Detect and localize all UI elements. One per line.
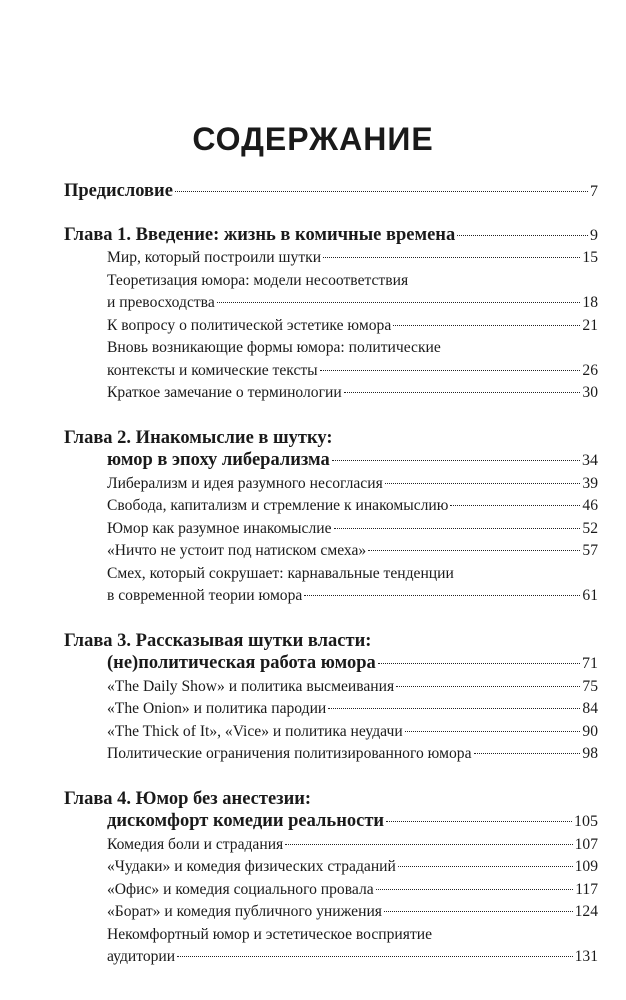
toc-page-number: 18 xyxy=(582,294,598,311)
toc-page-number: 61 xyxy=(582,587,598,604)
toc-page-number: 52 xyxy=(582,519,598,537)
toc-section[interactable] xyxy=(64,247,598,270)
toc-entry-preface[interactable] xyxy=(64,180,598,204)
chapter-title-line: Глава 2. Инакомыслие в шутку: xyxy=(64,427,333,448)
section-title: К вопросу о политической эстетике юмора xyxy=(107,316,392,334)
toc-page-number: 34 xyxy=(582,452,598,469)
dot-leader xyxy=(177,956,572,957)
dot-leader xyxy=(304,595,580,596)
section-title: Мир, который построили шутки xyxy=(107,249,322,266)
toc-section[interactable] xyxy=(64,856,598,879)
toc-section[interactable] xyxy=(64,676,598,699)
chapter-title: юмор в эпоху либерализма xyxy=(107,450,330,470)
toc-page-number: 75 xyxy=(582,677,598,695)
toc-section[interactable] xyxy=(64,473,598,496)
toc-chapter-1[interactable] xyxy=(64,224,598,248)
toc-page-number: 105 xyxy=(574,813,598,830)
dot-leader xyxy=(332,460,580,461)
toc-section[interactable] xyxy=(64,721,598,744)
dot-leader xyxy=(378,663,580,664)
chapter-title: (не)политическая работа юмора xyxy=(107,653,376,673)
section-title: контексты и комические тексты xyxy=(107,361,318,379)
chapter-title: Глава 1. Введение: жизнь в комичные времена xyxy=(64,224,456,245)
toc-page-number: 131 xyxy=(574,948,598,965)
toc-section[interactable] xyxy=(64,946,598,969)
section-title: Юмор как разумное инакомыслие xyxy=(107,519,332,537)
dot-leader xyxy=(323,257,580,258)
section-title: и превосходства xyxy=(107,294,215,311)
toc-section[interactable] xyxy=(64,360,598,383)
dot-leader xyxy=(217,302,581,303)
toc-section[interactable] xyxy=(64,879,598,902)
toc-page-number: 30 xyxy=(582,384,598,401)
toc-section[interactable] xyxy=(64,585,598,608)
section-title: «The Onion» и политика пародии xyxy=(107,700,327,717)
toc-section[interactable] xyxy=(64,901,598,924)
section-title: Политические ограничения политизированного юмора xyxy=(107,745,472,762)
section-title: Либерализм и идея разумного несогласия xyxy=(107,474,383,492)
section-title-line: Вновь возникающие формы юмора: политические xyxy=(107,339,441,356)
section-title: «Ничто не устоит под натиском смеха» xyxy=(107,542,367,559)
dot-leader xyxy=(376,889,574,890)
toc-page-number: 117 xyxy=(575,880,598,898)
toc-section[interactable] xyxy=(64,315,598,338)
table-of-contents xyxy=(64,180,598,969)
toc-page-number: 46 xyxy=(582,497,598,514)
dot-leader xyxy=(474,753,581,754)
toc-section[interactable] xyxy=(64,292,598,315)
toc-section[interactable] xyxy=(64,495,598,518)
section-title: «Борат» и комедия публичного унижения xyxy=(107,903,382,920)
dot-leader xyxy=(175,191,588,192)
section-title: Комедия боли и страдания xyxy=(107,835,284,853)
section-title: Свобода, капитализм и стремление к инакомыслию xyxy=(107,497,449,514)
dot-leader xyxy=(384,911,573,912)
dot-leader xyxy=(328,708,580,709)
toc-page-number: 107 xyxy=(574,835,598,853)
chapter-title-line: Глава 4. Юмор без анестезии: xyxy=(64,788,312,809)
toc-page-number: 84 xyxy=(582,700,598,717)
dot-leader xyxy=(368,550,580,551)
toc-entry-label: Предисловие xyxy=(64,181,173,201)
toc-page-number: 21 xyxy=(582,316,598,334)
dot-leader xyxy=(344,392,581,393)
chapter-title: дискомфорт комедии реальности xyxy=(107,811,385,831)
toc-page-number: 98 xyxy=(582,745,598,762)
chapter-title-line: Глава 3. Рассказывая шутки власти: xyxy=(64,630,372,651)
section-title: в современной теории юмора xyxy=(107,587,303,604)
dot-leader xyxy=(320,370,581,371)
section-title: «The Thick of It», «Vice» и политика неудачи xyxy=(107,722,403,740)
dot-leader xyxy=(405,731,581,732)
toc-chapter-4[interactable] xyxy=(64,810,598,834)
toc-section[interactable] xyxy=(64,518,598,541)
dot-leader xyxy=(450,505,580,506)
toc-page-number: 39 xyxy=(582,474,598,492)
toc-page-number: 7 xyxy=(590,183,598,200)
page-title: СОДЕРЖАНИЕ xyxy=(192,121,434,157)
toc-page-number: 15 xyxy=(582,249,598,266)
toc-section[interactable] xyxy=(64,540,598,563)
toc-section[interactable] xyxy=(64,743,598,766)
toc-page-number: 124 xyxy=(574,903,598,920)
toc-page-number: 9 xyxy=(590,226,598,244)
dot-leader xyxy=(393,325,580,326)
dot-leader xyxy=(385,483,581,484)
toc-page-number: 71 xyxy=(582,655,598,672)
dot-leader xyxy=(386,821,572,822)
dot-leader xyxy=(334,528,581,529)
section-title-line: Смех, который сокрушает: карнавальные тенденции xyxy=(107,564,454,582)
toc-page-number: 26 xyxy=(582,361,598,379)
toc-chapter-3[interactable] xyxy=(64,652,598,676)
section-title-line: Некомфортный юмор и эстетическое восприятие xyxy=(107,925,433,943)
section-title: «The Daily Show» и политика высмеивания xyxy=(107,677,395,695)
section-title: Краткое замечание о терминологии xyxy=(107,384,342,401)
toc-page-number: 90 xyxy=(582,722,598,740)
dot-leader xyxy=(285,844,572,845)
toc-page-number: 57 xyxy=(582,542,598,559)
section-title: «Офис» и комедия социального провала xyxy=(107,880,374,898)
section-title: аудитории xyxy=(107,948,176,965)
toc-section[interactable] xyxy=(64,834,598,857)
toc-section[interactable] xyxy=(64,698,598,721)
dot-leader xyxy=(396,686,580,687)
toc-chapter-2[interactable] xyxy=(64,449,598,473)
toc-page-number: 109 xyxy=(574,858,598,875)
section-title: «Чудаки» и комедия физических страданий xyxy=(107,858,396,875)
dot-leader xyxy=(457,235,588,236)
dot-leader xyxy=(398,866,573,867)
section-title-line: Теоретизация юмора: модели несоответствия xyxy=(107,271,409,289)
toc-section[interactable] xyxy=(64,382,598,405)
